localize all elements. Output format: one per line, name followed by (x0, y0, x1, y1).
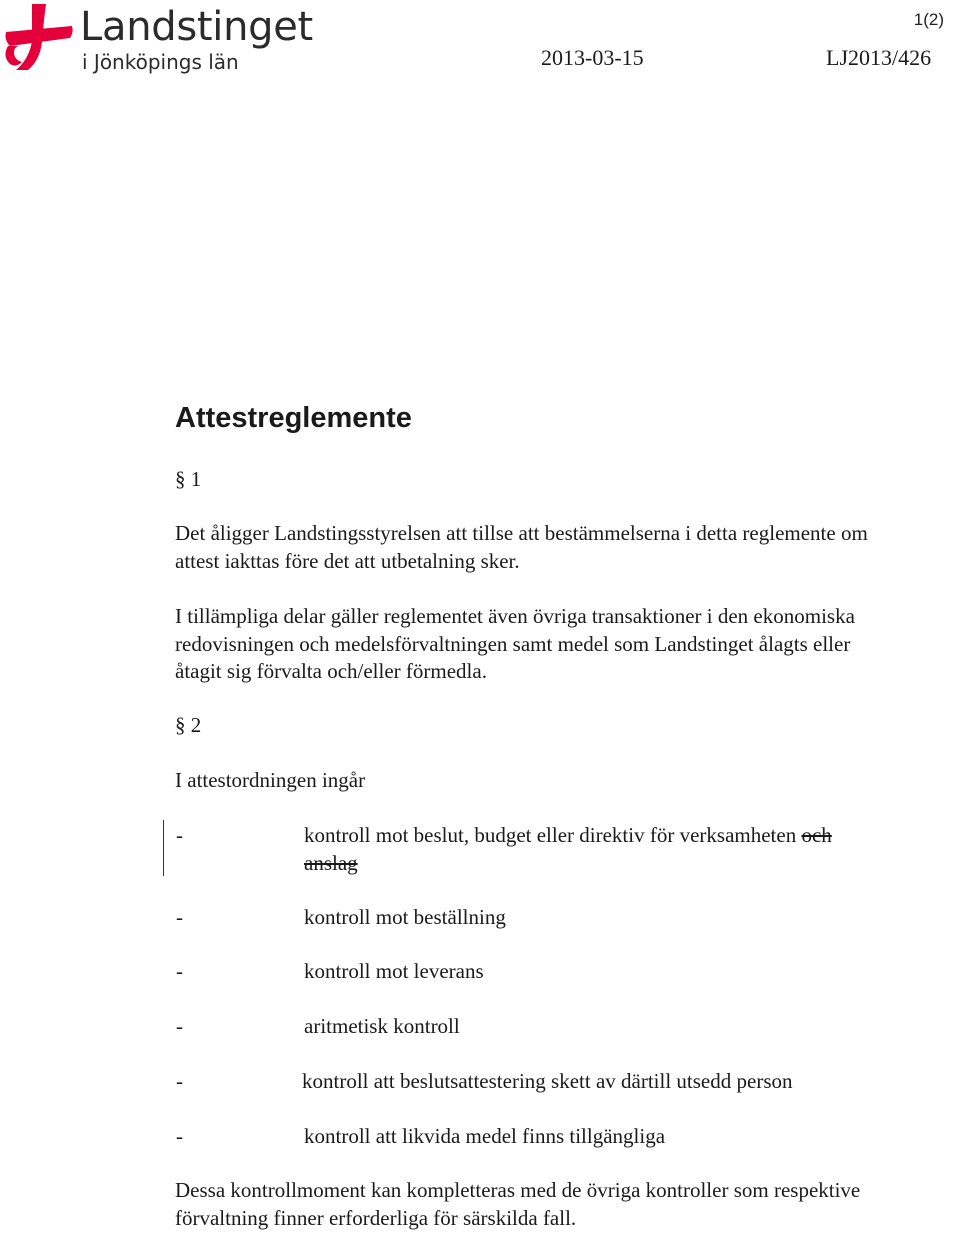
list-item-dash: - (176, 959, 183, 983)
revision-change-bar (163, 820, 164, 876)
list-item-text: aritmetisk kontroll (304, 1014, 460, 1038)
list-item-text: kontroll mot beställning (304, 905, 506, 929)
logo-title: Landstinget (80, 4, 313, 50)
list-item-text: kontroll mot leverans (304, 959, 484, 983)
paragraph-line: redovisningen och medelsförvaltningen samt medel som Landstinget ålagts eller (175, 631, 851, 656)
section-2-heading: § 2 (175, 713, 202, 737)
document-reference: LJ2013/426 (826, 45, 932, 70)
section-1-paragraph-1 (175, 520, 868, 575)
document-title: Attestreglemente (175, 402, 412, 434)
list-item-dash: - (176, 905, 183, 929)
struck-text-line-2: anslag (304, 850, 358, 875)
list-item-dash: - (176, 1014, 183, 1038)
page-number: 1(2) (913, 10, 944, 29)
paragraph-line: attest iakttas före det att utbetalning sker. (175, 548, 520, 573)
section-2-intro: I attestordningen ingår (175, 768, 366, 792)
section-1-paragraph-2 (175, 603, 855, 686)
paragraph-line: förvaltning finner erforderliga för särskilda fall. (175, 1205, 577, 1230)
paragraph-line: I tillämpliga delar gäller reglementet även övriga transaktioner i den ekonomiska (175, 604, 855, 628)
list-item-dash: - (176, 823, 183, 847)
list-item-text: kontroll att beslutsattestering skett av därtill utsedd person (302, 1069, 793, 1093)
struck-text: och (801, 823, 832, 847)
paragraph-line: Det åligger Landstingsstyrelsen att tillse att bestämmelserna i detta reglemente om (175, 521, 868, 545)
list-item-dash: - (176, 1069, 183, 1093)
list-item-text: kontroll mot beslut, budget eller direktiv för verksamheten (304, 823, 802, 847)
section-2-closing-paragraph (175, 1177, 860, 1232)
paragraph-line: åtagit sig förvalta och/eller förmedla. (175, 659, 487, 683)
section-1-heading: § 1 (175, 467, 202, 491)
list-item-text: kontroll att likvida medel finns tillgängliga (304, 1124, 666, 1148)
paragraph-line: Dessa kontrollmoment kan kompletteras med de övriga kontroller som respektive (175, 1178, 861, 1202)
landstinget-logo-icon (2, 2, 76, 72)
document-date: 2013-03-15 (541, 45, 644, 70)
list-item-dash: - (176, 1124, 183, 1148)
list-item (304, 822, 832, 877)
logo-subtitle: i Jönköpings län (82, 50, 239, 74)
